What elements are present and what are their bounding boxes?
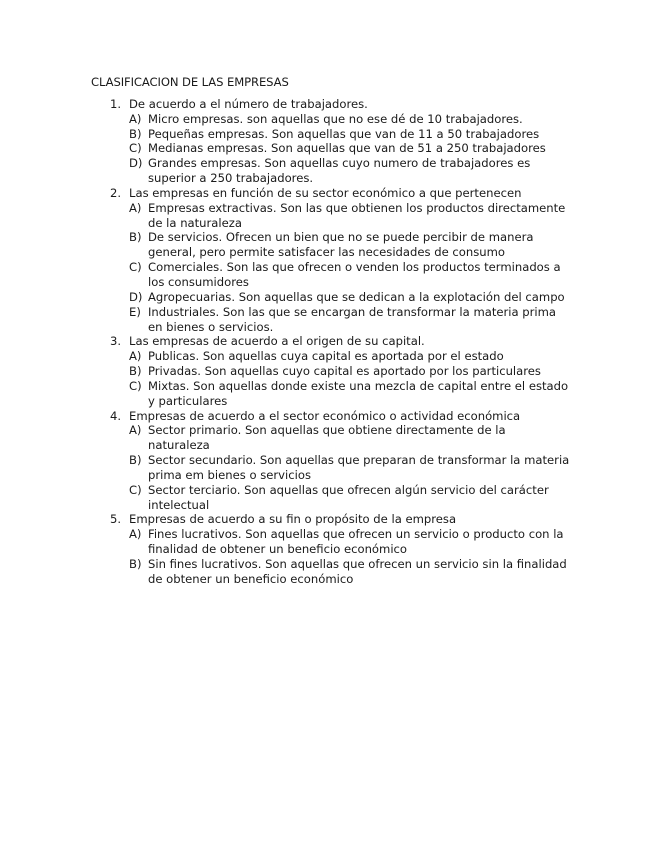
item-letter: A) [129, 349, 142, 364]
item-letter: B) [129, 557, 142, 571]
section-3 [91, 334, 571, 408]
item-text: Empresas extractivas. Son las que obtienen los productos directamente de la naturaleza [148, 200, 566, 230]
section-number: 1. [110, 96, 122, 111]
section-items [129, 349, 571, 408]
section-4 [91, 409, 571, 513]
item-text: Fines lucrativos. Son aquellas que ofrecen un servicio o producto con la finalidad de obtener un beneficio económico [148, 527, 564, 557]
list-item [129, 453, 571, 483]
item-text: Sector terciario. Son aquellas que ofrecen algún servicio del carácter intelectual [148, 482, 549, 512]
section-number: 4. [110, 408, 122, 423]
list-item [129, 141, 571, 156]
list-item [129, 364, 571, 379]
section-items [129, 201, 571, 335]
item-letter: B) [129, 453, 142, 468]
list-item [129, 557, 571, 587]
section-1 [91, 97, 571, 186]
item-text: Medianas empresas. Son aquellas que van de 51 a 250 trabajadores [148, 141, 546, 156]
item-letter: C) [129, 260, 142, 275]
item-text: Mixtas. Son aquellas donde existe una mezcla de capital entre el estado y particulares [148, 378, 569, 408]
section-2 [91, 186, 571, 334]
section-number: 2. [110, 185, 122, 200]
item-letter: C) [129, 482, 142, 497]
item-text: Sector secundario. Son aquellas que preparan de transformar la materia prima em bienes o servicios [148, 453, 570, 482]
item-text: Comerciales. Son las que ofrecen o venden los productos terminados a los consumidores [148, 260, 561, 289]
section-5 [91, 512, 571, 586]
item-text: Sin fines lucrativos. Son aquellas que ofrecen un servicio sin la finalidad de obtener un beneficio económico [148, 557, 567, 586]
item-text: Industriales. Son las que se encargan de transformar la materia prima en bienes o servicios. [148, 304, 557, 334]
item-letter: C) [129, 141, 142, 156]
section-heading: Las empresas en función de su sector económico a que pertenecen [129, 185, 522, 200]
item-text: Agropecuarias. Son aquellas que se dedican a la explotación del campo [148, 289, 565, 304]
item-letter: D) [129, 156, 143, 171]
section-heading: Empresas de acuerdo a el sector económico o actividad económica [129, 408, 521, 423]
item-letter: A) [129, 423, 142, 438]
item-letter: B) [129, 126, 142, 141]
item-text: Micro empresas. son aquellas que no ese dé de 10 trabajadores. [148, 111, 523, 126]
section-number: 5. [110, 512, 122, 527]
section-heading: Las empresas de acuerdo a el origen de su capital. [129, 334, 425, 349]
item-text: Pequeñas empresas. Son aquellas que van de 11 a 50 trabajadores [148, 126, 540, 141]
section-items [129, 423, 571, 512]
list-item [129, 483, 571, 513]
item-letter: E) [129, 304, 141, 319]
list-item [129, 305, 571, 335]
item-letter: B) [129, 364, 142, 379]
document-page [91, 75, 571, 587]
list-item [129, 201, 571, 231]
list-item [129, 379, 571, 409]
document-title: CLASIFICACION DE LAS EMPRESAS [91, 75, 289, 89]
section-items [129, 527, 571, 586]
item-text: Sector primario. Son aquellas que obtiene directamente de la naturaleza [148, 423, 506, 453]
list-item [129, 230, 571, 260]
item-letter: A) [129, 111, 142, 126]
item-letter: B) [129, 230, 142, 245]
item-letter: A) [129, 200, 142, 215]
list-item [129, 127, 571, 142]
list-item [129, 423, 571, 453]
section-heading: Empresas de acuerdo a su fin o propósito de la empresa [129, 512, 457, 527]
list-item [129, 112, 571, 127]
section-number: 3. [110, 334, 122, 349]
section-heading: De acuerdo a el número de trabajadores. [129, 96, 368, 111]
item-text: Publicas. Son aquellas cuya capital es aportada por el estado [148, 349, 504, 364]
list-item [129, 349, 571, 364]
classification-list [91, 97, 571, 587]
list-item [129, 290, 571, 305]
list-item [129, 260, 571, 290]
item-text: De servicios. Ofrecen un bien que no se puede percibir de manera general, pero permite satisfacer las necesidades de consumo [148, 230, 534, 260]
item-text: Grandes empresas. Son aquellas cuyo numero de trabajadores es superior a 250 trabajadores. [148, 156, 531, 186]
list-item [129, 527, 571, 557]
item-letter: C) [129, 378, 142, 393]
item-text: Privadas. Son aquellas cuyo capital es aportado por los particulares [148, 364, 541, 379]
item-letter: A) [129, 527, 142, 542]
item-letter: D) [129, 289, 143, 304]
section-items [129, 112, 571, 186]
list-item [129, 156, 571, 186]
